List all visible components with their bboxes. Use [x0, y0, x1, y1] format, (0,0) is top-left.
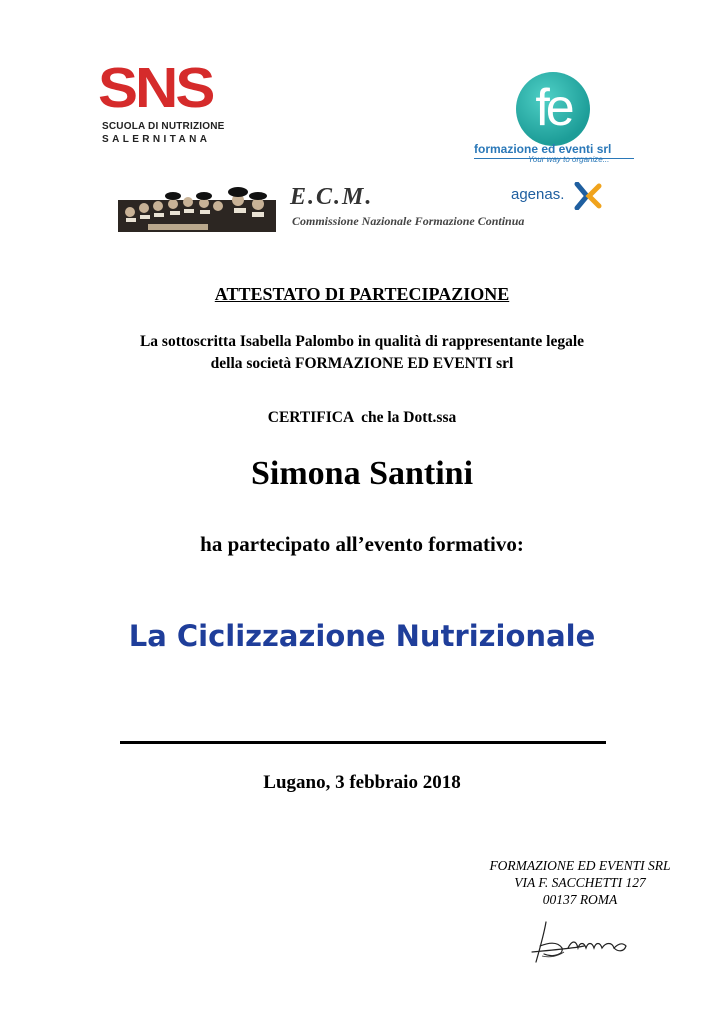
fe-logo-letters: fe	[535, 79, 571, 137]
address-line-1: FORMAZIONE ED EVENTI SRL	[489, 858, 671, 873]
address-line-3: 00137 ROMA	[542, 892, 618, 907]
intro-paragraph	[0, 331, 724, 375]
fe-logo-tagline: Your way to organize...	[528, 155, 610, 164]
address-line-2: VIA F. SACCHETTI 127	[514, 875, 646, 890]
sns-logo-line1: SCUOLA DI NUTRIZIONE	[102, 121, 225, 132]
event-title: La Ciclizzazione Nutrizionale	[128, 619, 596, 653]
sns-logo-line2: SALERNITANA	[102, 134, 211, 145]
participation-text: ha partecipato all’evento formativo:	[200, 532, 524, 556]
ecm-title: E.C.M.	[290, 184, 374, 210]
certificate-heading	[0, 284, 724, 305]
place-date: Lugano, 3 febbraio 2018	[263, 772, 461, 793]
intro-line-2: della società FORMAZIONE ED EVENTI srl	[210, 355, 514, 372]
company-address	[470, 857, 690, 908]
agenas-mark-icon	[573, 182, 605, 210]
participant-name: Simona Santini	[250, 455, 474, 492]
fe-logo-name: formazione ed eventi srl	[474, 142, 612, 156]
certifica-line: CERTIFICA che la Dott.ssa	[267, 409, 457, 426]
agenas-logo-text: agenas.	[511, 186, 565, 203]
ecm-subtitle: Commissione Nazionale Formazione Continua	[292, 214, 525, 228]
signature-image	[524, 912, 634, 968]
divider-line	[120, 741, 606, 744]
intro-line-1: La sottoscritta Isabella Palombo in qualità di rappresentante legale	[139, 333, 585, 350]
sns-logo-letters: SNS	[98, 55, 213, 120]
certificate-heading-text: ATTESTATO DI PARTECIPAZIONE	[214, 284, 510, 304]
fe-logo	[470, 72, 650, 168]
agenas-logo	[511, 182, 611, 210]
ecm-painting-image	[118, 182, 276, 232]
sns-logo	[96, 55, 236, 150]
